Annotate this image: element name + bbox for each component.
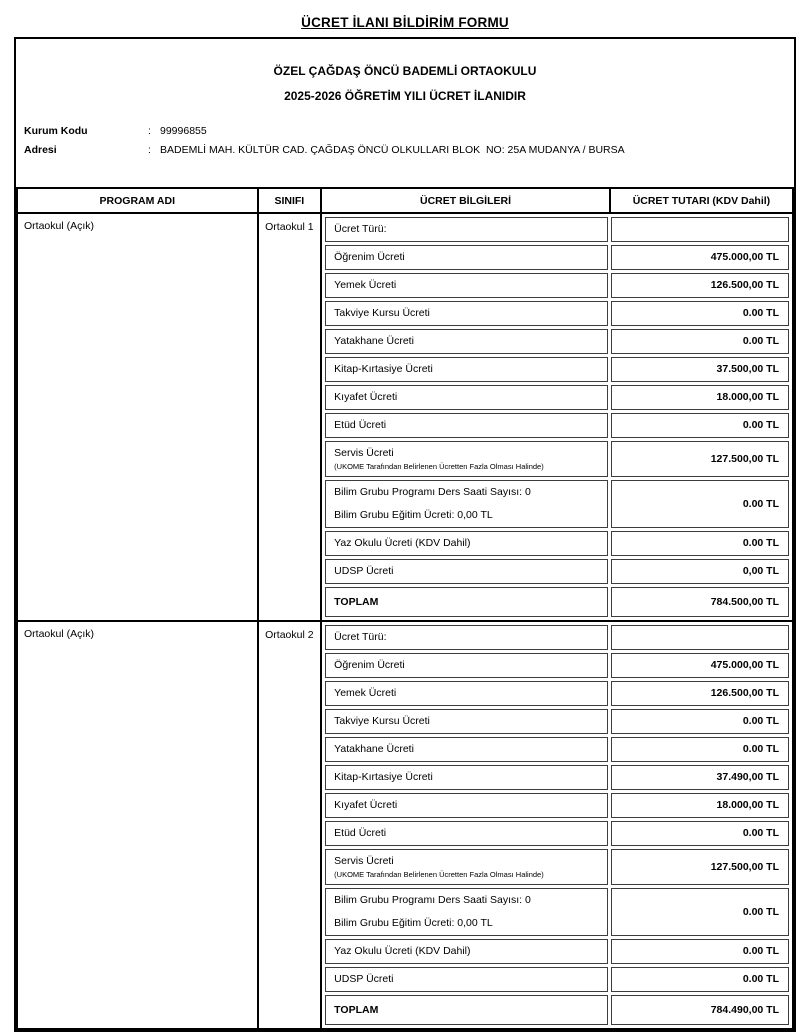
fees-subtable <box>322 214 792 620</box>
fee-label: Kıyafet Ücreti <box>334 799 398 811</box>
fee-label: Etüd Ücreti <box>334 419 387 431</box>
kurum-kodu-label: Kurum Kodu <box>24 125 88 137</box>
fee-amount: 0.00 TL <box>611 531 789 556</box>
fee-label-cell <box>325 245 607 270</box>
fee-row <box>325 329 789 354</box>
document-header <box>16 39 794 109</box>
fee-label: Bilim Grubu Programı Ders Saati Sayısı: 0 <box>334 486 531 498</box>
fee-sublabel: (UKOME Tarafından Belirlenen Ücretten Fazla Olması Halinde) <box>334 870 544 879</box>
fee-row <box>325 357 789 382</box>
fee-label-cell <box>325 709 607 734</box>
fee-amount <box>611 217 789 242</box>
fee-row <box>325 765 789 790</box>
fee-label: Kıyafet Ücreti <box>334 391 398 403</box>
fee-label-cell <box>325 559 607 584</box>
fee-label: UDSP Ücreti <box>334 973 394 985</box>
fee-label: UDSP Ücreti <box>334 565 394 577</box>
fee-label-cell <box>325 888 607 936</box>
fee-label: TOPLAM <box>334 1003 379 1016</box>
fee-label-cell <box>325 737 607 762</box>
fee-amount: 0.00 TL <box>611 480 789 528</box>
fee-amount: 126.500,00 TL <box>611 273 789 298</box>
adresi-separator: : <box>148 144 151 156</box>
fee-row <box>325 653 789 678</box>
fee-amount: 475.000,00 TL <box>611 245 789 270</box>
fee-amount <box>611 625 789 650</box>
fee-label-cell <box>325 301 607 326</box>
fee-label: Ücret Türü: <box>334 223 387 235</box>
document-border-box <box>14 37 796 1032</box>
fee-amount: 127.500,00 TL <box>611 849 789 885</box>
program-name: Ortaokul (Açık) <box>17 213 258 621</box>
fee-row <box>325 939 789 964</box>
fee-label: Servis Ücreti <box>334 447 394 459</box>
fee-label: Yaz Okulu Ücreti (KDV Dahil) <box>334 945 471 957</box>
column-header-ucret-tutari: ÜCRET TUTARI (KDV Dahil) <box>610 188 793 213</box>
institution-fields <box>24 122 794 160</box>
fee-amount: 18.000,00 TL <box>611 793 789 818</box>
fee-amount: 475.000,00 TL <box>611 653 789 678</box>
fee-amount: 127.500,00 TL <box>611 441 789 477</box>
fee-row <box>325 531 789 556</box>
fee-amount: 0,00 TL <box>611 559 789 584</box>
sinif-name: Ortaokul 2 <box>258 621 322 1029</box>
table-header-row <box>17 188 793 213</box>
sinif-name: Ortaokul 1 <box>258 213 322 621</box>
column-header-ucret-bilgileri: ÜCRET BİLGİLERİ <box>321 188 610 213</box>
fee-label-cell <box>325 849 607 885</box>
fee-amount: 0.00 TL <box>611 888 789 936</box>
adresi-label: Adresi <box>24 144 57 156</box>
fee-label-cell <box>325 217 607 242</box>
fee-row <box>325 821 789 846</box>
doc-subtitle: 2025-2026 ÖĞRETİM YILI ÜCRET İLANIDIR <box>284 89 526 103</box>
fee-row <box>325 793 789 818</box>
fee-label: Yemek Ücreti <box>334 687 397 699</box>
fee-row <box>325 441 789 477</box>
fee-sublabel: (UKOME Tarafından Belirlenen Ücretten Fazla Olması Halinde) <box>334 462 544 471</box>
fees-subtable <box>322 622 792 1028</box>
fee-amount: 0.00 TL <box>611 329 789 354</box>
fee-label: Yaz Okulu Ücreti (KDV Dahil) <box>334 537 471 549</box>
fee-amount: 18.000,00 TL <box>611 385 789 410</box>
fee-label: Bilim Grubu Programı Ders Saati Sayısı: 0 <box>334 894 531 906</box>
fee-label-cell <box>325 273 607 298</box>
fee-row <box>325 559 789 584</box>
fee-label: Ücret Türü: <box>334 631 387 643</box>
fee-label: Yemek Ücreti <box>334 279 397 291</box>
fee-amount: 784.490,00 TL <box>611 995 789 1025</box>
fee-label-cell <box>325 821 607 846</box>
fee-row <box>325 888 789 936</box>
fee-amount: 0.00 TL <box>611 413 789 438</box>
fee-amount: 0.00 TL <box>611 967 789 992</box>
fee-row <box>325 480 789 528</box>
fee-amount: 126.500,00 TL <box>611 681 789 706</box>
fees-container <box>321 213 793 621</box>
fee-label: Yatakhane Ücreti <box>334 743 414 755</box>
fee-label: Kitap-Kırtasiye Ücreti <box>334 771 433 783</box>
fee-amount: 784.500,00 TL <box>611 587 789 617</box>
fee-row <box>325 709 789 734</box>
kurum-kodu-value: 99996855 <box>160 125 207 137</box>
school-name: ÖZEL ÇAĞDAŞ ÖNCÜ BADEMLİ ORTAOKULU <box>273 64 537 78</box>
program-section-row <box>17 213 793 621</box>
fee-row <box>325 625 789 650</box>
fee-label: TOPLAM <box>334 595 379 608</box>
fee-amount: 0.00 TL <box>611 939 789 964</box>
fee-label-cell <box>325 939 607 964</box>
fee-label: Takviye Kursu Ücreti <box>334 715 430 727</box>
fee-label: Öğrenim Ücreti <box>334 251 405 263</box>
fee-row <box>325 301 789 326</box>
kurum-kodu-separator: : <box>148 125 151 137</box>
field-adresi <box>24 141 794 160</box>
column-header-program-adi: PROGRAM ADI <box>17 188 258 213</box>
fee-label: Etüd Ücreti <box>334 827 387 839</box>
fee-amount: 0.00 TL <box>611 737 789 762</box>
fee-label-cell <box>325 329 607 354</box>
column-header-sinifi: SINIFI <box>258 188 322 213</box>
fee-row <box>325 217 789 242</box>
fee-amount: 0.00 TL <box>611 821 789 846</box>
fee-label-cell <box>325 681 607 706</box>
fee-label: Öğrenim Ücreti <box>334 659 405 671</box>
fee-label: Kitap-Kırtasiye Ücreti <box>334 363 433 375</box>
fee-label-cell <box>325 765 607 790</box>
page-title: ÜCRET İLANI BİLDİRİM FORMU <box>301 15 509 30</box>
fee-row <box>325 967 789 992</box>
fee-label-cell <box>325 793 607 818</box>
fee-row <box>325 737 789 762</box>
program-name: Ortaokul (Açık) <box>17 621 258 1029</box>
fee-table <box>16 187 794 1030</box>
fee-row <box>325 849 789 885</box>
fee-amount: 37.500,00 TL <box>611 357 789 382</box>
fees-container <box>321 621 793 1029</box>
fee-row <box>325 413 789 438</box>
fee-label: Servis Ücreti <box>334 855 394 867</box>
fee-label: Takviye Kursu Ücreti <box>334 307 430 319</box>
fee-label-cell <box>325 385 607 410</box>
fee-label-line2: Bilim Grubu Eğitim Ücreti: 0,00 TL <box>334 509 493 521</box>
fee-amount: 0.00 TL <box>611 709 789 734</box>
fee-label-cell <box>325 441 607 477</box>
fee-amount: 0.00 TL <box>611 301 789 326</box>
fee-label-cell <box>325 967 607 992</box>
fee-label-cell <box>325 587 607 617</box>
fee-row <box>325 681 789 706</box>
fee-row <box>325 245 789 270</box>
fee-label-cell <box>325 357 607 382</box>
fee-label: Yatakhane Ücreti <box>334 335 414 347</box>
field-kurum-kodu <box>24 122 794 141</box>
fee-amount: 37.490,00 TL <box>611 765 789 790</box>
fee-row <box>325 385 789 410</box>
adresi-value: BADEMLİ MAH. KÜLTÜR CAD. ÇAĞDAŞ ÖNCÜ OLKULLARI BLOK NO: 25A MUDANYA / BURSA <box>160 144 625 156</box>
fee-row <box>325 587 789 617</box>
fee-label-cell <box>325 653 607 678</box>
fee-label-line2: Bilim Grubu Eğitim Ücreti: 0,00 TL <box>334 917 493 929</box>
fee-row <box>325 273 789 298</box>
fee-label-cell <box>325 531 607 556</box>
program-section-row <box>17 621 793 1029</box>
fee-label-cell <box>325 480 607 528</box>
fee-label-cell <box>325 413 607 438</box>
fee-label-cell <box>325 625 607 650</box>
